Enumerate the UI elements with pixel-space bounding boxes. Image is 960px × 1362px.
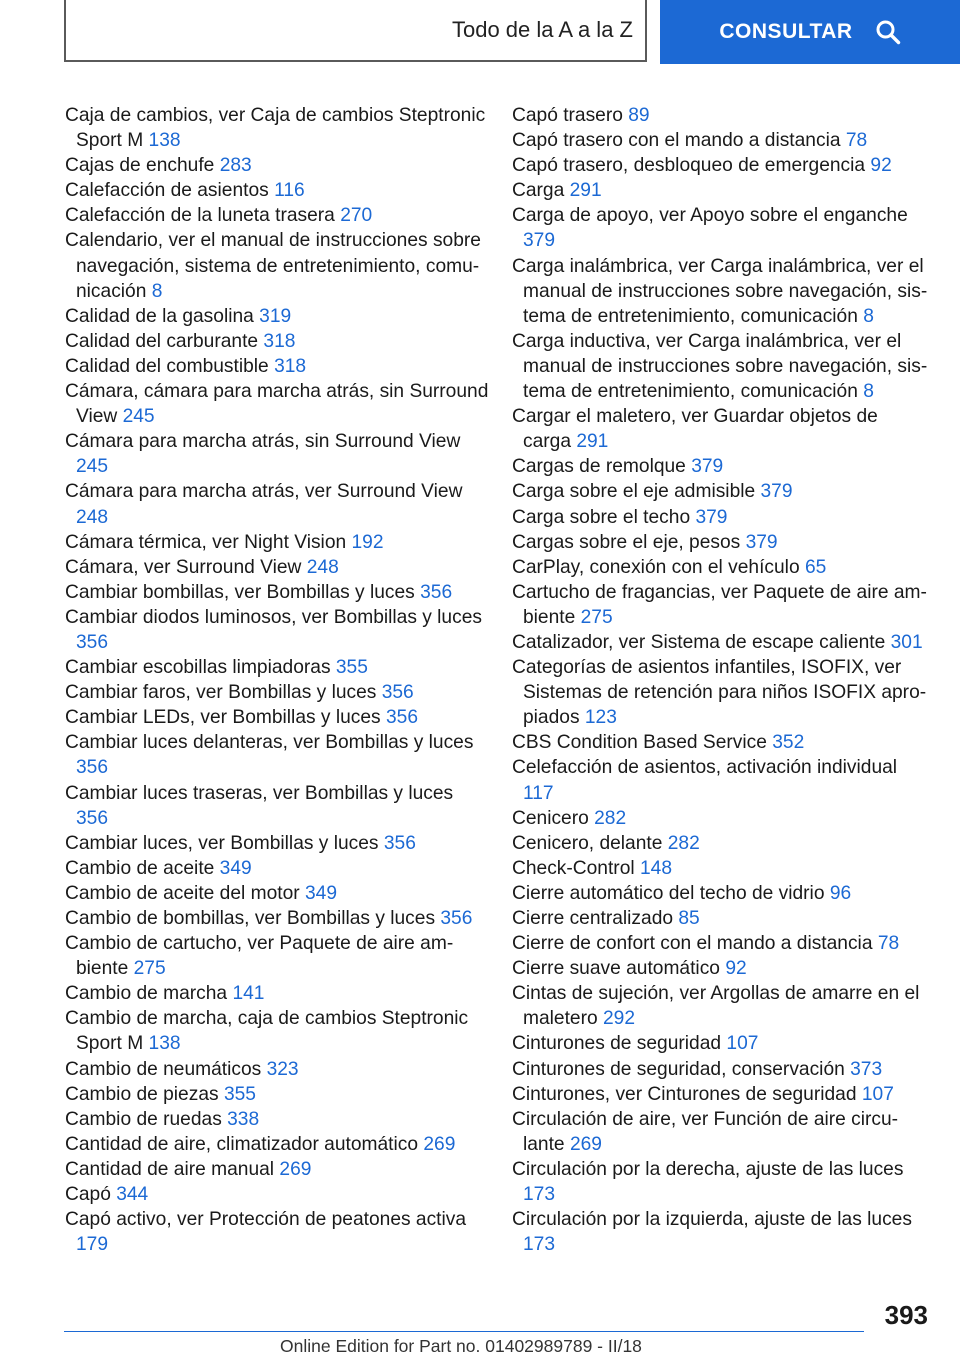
- page-reference-link[interactable]: 379: [745, 531, 778, 553]
- page-reference-link[interactable]: 8: [863, 381, 874, 403]
- search-icon: [875, 19, 901, 45]
- page-reference-link[interactable]: 148: [639, 857, 672, 879]
- index-entry-text: Cenicero: [512, 807, 589, 829]
- index-entry: [65, 555, 490, 580]
- index-entry: [65, 1132, 490, 1157]
- index-entry-text: Circulación por la izquierda, ajuste de las luces: [512, 1209, 912, 1231]
- index-entry: [512, 981, 930, 1031]
- index-entry: [512, 479, 930, 504]
- page-reference-link[interactable]: 270: [340, 205, 373, 227]
- page-reference-link[interactable]: 373: [850, 1058, 883, 1080]
- page-reference-link[interactable]: 173: [523, 1234, 556, 1256]
- index-entry-text: Circulación por la derecha, ajuste de las luces: [512, 1158, 904, 1180]
- index-entry: [65, 203, 490, 228]
- index-entry: [65, 906, 490, 931]
- page-reference-link[interactable]: 349: [219, 857, 252, 879]
- index-entry-text: Cambio de aceite del motor: [65, 882, 300, 904]
- page-reference-link[interactable]: 379: [760, 481, 793, 503]
- index-entry: [512, 730, 930, 755]
- index-entry-text: Cargas sobre el eje, pesos: [512, 531, 741, 553]
- index-entry-text: Carga inductiva, ver Carga inalámbrica, ver el manual de instrucciones sobre navegación, sistema de entretenimiento, comunicación: [512, 330, 928, 403]
- index-entry-text: Cambiar luces traseras, ver Bombillas y luces: [65, 782, 454, 804]
- page-reference-link[interactable]: 379: [695, 506, 728, 528]
- page-reference-link[interactable]: 292: [603, 1008, 636, 1030]
- page-reference-link[interactable]: 138: [148, 130, 181, 152]
- index-entry-text: Cartucho de fragancias, ver Paquete de aire ambiente: [512, 581, 927, 628]
- index-entry: [512, 580, 930, 630]
- footer-divider: [64, 1331, 864, 1332]
- page-reference-link[interactable]: 379: [691, 456, 724, 478]
- page-reference-link[interactable]: 117: [523, 782, 554, 804]
- page-reference-link[interactable]: 245: [76, 456, 109, 478]
- page-reference-link[interactable]: 269: [569, 1133, 602, 1155]
- index-entry-text: Carga: [512, 180, 565, 202]
- index-entry: [65, 1107, 490, 1132]
- page-reference-link[interactable]: 107: [726, 1033, 759, 1055]
- index-entry-text: Cámara térmica, ver Night Vision: [65, 531, 347, 553]
- index-entry: [512, 404, 930, 454]
- index-entry: [65, 379, 490, 429]
- page-reference-link[interactable]: 282: [667, 832, 700, 854]
- index-entry: [65, 730, 490, 780]
- index-entry-text: Cambio de neumáticos: [65, 1058, 262, 1080]
- page-reference-link[interactable]: 355: [335, 657, 368, 679]
- index-entry: [65, 1006, 490, 1056]
- index-entry-text: Cierre de confort con el mando a distancia: [512, 933, 873, 955]
- page-reference-link[interactable]: 349: [304, 882, 337, 904]
- page-reference-link[interactable]: 379: [523, 230, 556, 252]
- page-reference-link[interactable]: 275: [580, 606, 613, 628]
- index-entry-text: CBS Condition Based Service: [512, 732, 767, 754]
- page-reference-link[interactable]: 319: [259, 305, 292, 327]
- page-reference-link[interactable]: 78: [877, 933, 900, 955]
- index-entry: [65, 479, 490, 529]
- consult-button[interactable]: [660, 0, 960, 64]
- page-reference-link[interactable]: 356: [385, 707, 418, 729]
- page-reference-link[interactable]: 65: [804, 556, 827, 578]
- index-entry: [512, 956, 930, 981]
- index-entry-text: Carga de apoyo, ver Apoyo sobre el enganche: [512, 205, 908, 227]
- index-entry: [512, 1031, 930, 1056]
- page-reference-link[interactable]: 356: [76, 631, 109, 653]
- page-reference-link[interactable]: 318: [263, 330, 296, 352]
- page-reference-link[interactable]: 338: [227, 1108, 260, 1130]
- index-entry-text: Carga inalámbrica, ver Carga inalámbrica, ver el manual de instrucciones sobre navegación, sistema de entretenimiento, comunicación: [512, 255, 928, 327]
- index-entry: [65, 580, 490, 605]
- index-entry-text: Calendario, ver el manual de instrucciones sobre navegación, sistema de entretenimiento, comunicación: [65, 230, 481, 302]
- page-reference-link[interactable]: 356: [420, 581, 453, 603]
- index-entry: [65, 655, 490, 680]
- index-entry: [65, 1157, 490, 1182]
- index-entry: [512, 103, 930, 128]
- index-entry-text: Cámara, ver Surround View: [65, 556, 302, 578]
- index-entry: [512, 1157, 930, 1207]
- index-entry-text: Calidad del carburante: [65, 330, 259, 352]
- index-entry-text: Capó trasero, desbloqueo de emergencia: [512, 155, 866, 177]
- index-entry: [512, 454, 930, 479]
- index-entry-text: Carga sobre el techo: [512, 506, 691, 528]
- page-reference-link[interactable]: 96: [829, 882, 852, 904]
- index-entry-text: Cámara, cámara para marcha atrás, sin Surround View: [65, 381, 489, 428]
- index-entry: [512, 755, 930, 805]
- az-index-tab-label: Todo de la A a la Z: [451, 17, 633, 42]
- page-reference-link[interactable]: 291: [569, 180, 602, 202]
- index-entry: [512, 881, 930, 906]
- page-reference-link[interactable]: 356: [76, 807, 109, 829]
- index-entry-text: Cambio de aceite: [65, 857, 215, 879]
- index-entry-text: Cambiar luces delanteras, ver Bombillas y luces: [65, 732, 474, 754]
- page-reference-link[interactable]: 192: [351, 531, 384, 553]
- page-reference-link[interactable]: 92: [725, 958, 747, 980]
- page-reference-link[interactable]: 301: [890, 631, 923, 653]
- index-entry-text: Capó: [65, 1184, 111, 1206]
- index-entry-text: Cambio de piezas: [65, 1083, 219, 1105]
- page-reference-link[interactable]: 107: [861, 1083, 894, 1105]
- index-entry-text: Cambio de bombillas, ver Bombillas y luces: [65, 908, 436, 929]
- index-entry: [512, 856, 930, 881]
- index-entry: [65, 354, 490, 379]
- index-entry-text: Cambiar bombillas, ver Bombillas y luces: [65, 581, 415, 603]
- page-reference-link[interactable]: 248: [306, 556, 339, 578]
- page-reference-link[interactable]: 8: [151, 280, 163, 302]
- page-reference-link[interactable]: 283: [219, 155, 252, 177]
- index-entry-text: Check-Control: [512, 857, 635, 879]
- index-entry: [65, 680, 490, 705]
- page-reference-link[interactable]: 92: [870, 155, 892, 177]
- index-entry-text: Cajas de enchufe: [65, 155, 215, 177]
- index-entry-text: Cambio de ruedas: [65, 1108, 222, 1130]
- index-entry-text: Cambiar faros, ver Bombillas y luces: [65, 682, 377, 704]
- page-reference-link[interactable]: 356: [440, 908, 473, 929]
- index-entry: [512, 655, 930, 730]
- page-reference-link[interactable]: 245: [122, 406, 155, 428]
- page-reference-link[interactable]: 318: [274, 355, 307, 377]
- index-entry: [512, 1207, 930, 1257]
- index-entry: [512, 931, 930, 956]
- index-column-right: [512, 103, 930, 1257]
- page-number: 393: [884, 1300, 928, 1330]
- index-entry-text: Carga sobre el eje admisible: [512, 481, 756, 503]
- index-entry-text: Cámara para marcha atrás, ver Surround View: [65, 481, 463, 503]
- index-entry: [65, 605, 490, 655]
- index-entry: [512, 630, 930, 655]
- page-reference-link[interactable]: 89: [628, 105, 650, 126]
- index-entry-text: Cantidad de aire, climatizador automático: [65, 1133, 419, 1155]
- page-reference-link[interactable]: 282: [594, 807, 627, 829]
- index-entry: [65, 429, 490, 479]
- page-reference-link[interactable]: 123: [584, 707, 617, 729]
- index-entry: [512, 906, 930, 931]
- index-entry-text: Cambiar luces, ver Bombillas y luces: [65, 832, 379, 854]
- index-entry: [512, 555, 930, 580]
- page-reference-link[interactable]: 291: [576, 431, 609, 453]
- index-entry: [65, 881, 490, 906]
- index-entry-text: Cargar el maletero, ver Guardar objetos de carga: [512, 406, 878, 453]
- index-entry-text: Cambio de cartucho, ver Paquete de aire ambiente: [65, 933, 454, 980]
- index-entry-text: CarPlay, conexión con el vehículo: [512, 556, 800, 578]
- index-entry: [65, 1082, 490, 1107]
- index-entry: [65, 178, 490, 203]
- consult-button-label: CONSULTAR: [719, 20, 853, 43]
- page-reference-link[interactable]: 356: [76, 757, 109, 779]
- index-entry-text: Cierre centralizado: [512, 908, 674, 929]
- index-entry-text: Cinturones de seguridad, conservación: [512, 1058, 845, 1080]
- index-entry: [512, 806, 930, 831]
- index-entry: [512, 254, 930, 329]
- index-entry-text: Categorías de asientos infantiles, ISOFIX, ver Sistemas de retención para niños ISOFIX apropiados: [512, 657, 927, 729]
- index-entry: [65, 1207, 490, 1257]
- index-entry-text: Capó trasero con el mando a distancia: [512, 130, 841, 152]
- index-entry-text: Cambiar escobillas limpiadoras: [65, 657, 331, 679]
- index-entry: [65, 103, 490, 153]
- index-entry-text: Cierre suave automático: [512, 958, 720, 980]
- index-entry-text: Celefacción de asientos, activación individual: [512, 757, 898, 779]
- page-reference-link[interactable]: 138: [148, 1033, 181, 1055]
- index-column-left: [65, 103, 490, 1257]
- index-entry: [65, 228, 490, 303]
- index-entry-text: Cambio de marcha, caja de cambios Steptronic Sport M: [65, 1008, 469, 1055]
- index-entry-text: Calefacción de asientos: [65, 180, 269, 202]
- index-entry: [65, 1182, 490, 1207]
- index-entry-text: Cinturones, ver Cinturones de seguridad: [512, 1083, 857, 1105]
- index-entry-text: Cambiar diodos luminosos, ver Bombillas y luces: [65, 606, 482, 628]
- index-entry-text: Calefacción de la luneta trasera: [65, 205, 335, 227]
- index-entry-text: Calidad de la gasolina: [65, 305, 254, 327]
- page-reference-link[interactable]: 8: [863, 305, 874, 327]
- page-reference-link[interactable]: 355: [223, 1083, 256, 1105]
- index-entry: [512, 1057, 930, 1082]
- page-reference-link[interactable]: 269: [279, 1158, 312, 1180]
- page-reference-link[interactable]: 248: [76, 506, 109, 528]
- index-entry: [512, 831, 930, 856]
- index-entry-text: Cintas de sujeción, ver Argollas de amarre en el maletero: [512, 983, 920, 1030]
- index-entry-text: Capó trasero: [512, 105, 623, 126]
- page-reference-link[interactable]: 179: [76, 1234, 109, 1256]
- index-entry-text: Cámara para marcha atrás, sin Surround View: [65, 431, 461, 453]
- index-entry: [65, 705, 490, 730]
- page-reference-link[interactable]: 323: [266, 1058, 299, 1080]
- top-navigation-bar: [0, 0, 960, 66]
- index-entry-text: Calidad del combustible: [65, 355, 269, 377]
- index-entry-text: Catalizador, ver Sistema de escape caliente: [512, 631, 886, 653]
- page-reference-link[interactable]: 78: [845, 130, 868, 152]
- index-entry-text: Cantidad de aire manual: [65, 1158, 275, 1180]
- az-index-tab[interactable]: [64, 0, 647, 62]
- index-entry-text: Cambiar LEDs, ver Bombillas y luces: [65, 707, 381, 729]
- page-reference-link[interactable]: 173: [523, 1184, 556, 1206]
- index-entry-text: Cambio de marcha: [65, 983, 228, 1005]
- index-entry: [512, 1107, 930, 1157]
- index-entry: [65, 329, 490, 354]
- index-entry: [512, 530, 930, 555]
- index-entry-text: Caja de cambios, ver Caja de cambios Steptronic Sport M: [65, 105, 486, 152]
- page-reference-link[interactable]: 116: [274, 180, 305, 202]
- edition-footer: Online Edition for Part no. 01402989789 - II/18: [280, 1336, 642, 1356]
- page-reference-link[interactable]: 269: [423, 1133, 456, 1155]
- index-entry-text: Cenicero, delante: [512, 832, 663, 854]
- index-entry: [512, 1082, 930, 1107]
- page-reference-link[interactable]: 356: [381, 682, 414, 704]
- page-reference-link[interactable]: 352: [772, 732, 805, 754]
- index-entry: [65, 781, 490, 831]
- page-reference-link[interactable]: 85: [678, 908, 700, 929]
- index-entry: [65, 856, 490, 881]
- page-reference-link[interactable]: 141: [232, 983, 265, 1005]
- index-entry-text: Cargas de remolque: [512, 456, 686, 478]
- index-entry: [65, 931, 490, 981]
- index-entry: [512, 329, 930, 404]
- index-entry: [512, 505, 930, 530]
- index-entry: [65, 304, 490, 329]
- index-entry: [65, 981, 490, 1006]
- index-entry-text: Capó activo, ver Protección de peatones activa: [65, 1209, 467, 1231]
- index-entry: [512, 128, 930, 153]
- index-entry-text: Cinturones de seguridad: [512, 1033, 722, 1055]
- index-entry: [512, 203, 930, 253]
- index-entry: [512, 153, 930, 178]
- index-entry: [65, 1057, 490, 1082]
- index-entry: [512, 178, 930, 203]
- page-reference-link[interactable]: 344: [116, 1184, 149, 1206]
- index-entry-text: Circulación de aire, ver Función de aire circulante: [512, 1108, 899, 1155]
- page-reference-link[interactable]: 356: [383, 832, 416, 854]
- index-entry-text: Cierre automático del techo de vidrio: [512, 882, 825, 904]
- index-entry: [65, 530, 490, 555]
- page-reference-link[interactable]: 275: [133, 958, 166, 980]
- index-entry: [65, 831, 490, 856]
- index-entry: [65, 153, 490, 178]
